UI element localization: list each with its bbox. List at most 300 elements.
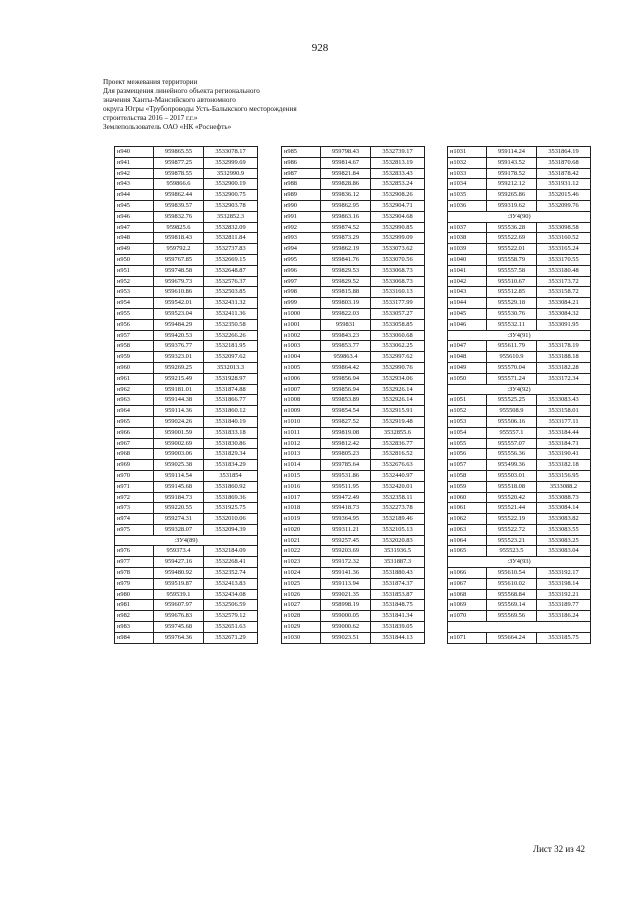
- table-row: [282, 632, 425, 643]
- point-id-cell: н1048: [448, 352, 487, 363]
- point-id-cell: н1052: [448, 406, 487, 417]
- y-coordinate-cell: 3532853.24: [371, 179, 425, 190]
- x-coordinate-cell: 959798.43: [321, 147, 371, 158]
- y-coordinate-cell: 3533158.01: [537, 406, 591, 417]
- y-coordinate-cell: 3532990.76: [371, 362, 425, 373]
- table-row: [448, 395, 591, 406]
- table-row: [115, 233, 258, 244]
- x-coordinate-cell: 959143.52: [487, 157, 537, 168]
- y-coordinate-cell: 3531870.68: [537, 157, 591, 168]
- y-coordinate-cell: 3532013.3: [204, 362, 258, 373]
- table-row: [115, 298, 258, 309]
- table-row: [115, 179, 258, 190]
- x-coordinate-cell: 959821.84: [321, 168, 371, 179]
- y-coordinate-cell: 3533084.21: [537, 298, 591, 309]
- point-id-cell: н976: [115, 546, 154, 557]
- point-id-cell: н1032: [448, 157, 487, 168]
- table-row: [115, 449, 258, 460]
- y-coordinate-cell: 3532576.37: [204, 276, 258, 287]
- x-coordinate-cell: 959000.05: [321, 611, 371, 622]
- x-coordinate-cell: 955570.04: [487, 362, 537, 373]
- x-coordinate-cell: 959839.57: [154, 200, 204, 211]
- table-row: [115, 600, 258, 611]
- x-coordinate-cell: 955522.72: [487, 524, 537, 535]
- point-id-cell: н964: [115, 406, 154, 417]
- table-row: [448, 481, 591, 492]
- section-row: [448, 384, 591, 395]
- x-coordinate-cell: 959862.95: [321, 200, 371, 211]
- y-coordinate-cell: 3532904.68: [371, 211, 425, 222]
- y-coordinate-cell: 3533189.77: [537, 600, 591, 611]
- x-coordinate-cell: 955510.67: [487, 276, 537, 287]
- y-coordinate-cell: 3532268.41: [204, 557, 258, 568]
- table-row: [282, 524, 425, 535]
- point-id-cell: н950: [115, 254, 154, 265]
- header-line: округа Югры «Трубопроводы Усть-Балыкского месторождения: [103, 104, 297, 113]
- y-coordinate-cell: 3532579.12: [204, 611, 258, 622]
- point-id-cell: н1039: [448, 244, 487, 255]
- table-row: [282, 373, 425, 384]
- table-row: [115, 438, 258, 449]
- section-row: [448, 557, 591, 568]
- table-row: [282, 416, 425, 427]
- x-coordinate-cell: 959328.07: [154, 524, 204, 535]
- table-row: [282, 535, 425, 546]
- point-id-cell: н1018: [282, 503, 321, 514]
- point-id-cell: н963: [115, 395, 154, 406]
- x-coordinate-cell: 959021.35: [321, 589, 371, 600]
- blank-row: [448, 622, 591, 633]
- table-row: [282, 557, 425, 568]
- point-id-cell: н975: [115, 524, 154, 535]
- x-coordinate-cell: 959836.12: [321, 190, 371, 201]
- point-id-cell: н958: [115, 341, 154, 352]
- x-coordinate-cell: 959480.92: [154, 568, 204, 579]
- point-id-cell: н1035: [448, 190, 487, 201]
- y-coordinate-cell: 3533172.34: [537, 373, 591, 384]
- y-coordinate-cell: 3533185.75: [537, 632, 591, 643]
- x-coordinate-cell: 959265.86: [487, 190, 537, 201]
- point-id-cell: н1000: [282, 308, 321, 319]
- x-coordinate-cell: 959864.42: [321, 362, 371, 373]
- y-coordinate-cell: 3532900.75: [204, 190, 258, 201]
- point-id-cell: н943: [115, 179, 154, 190]
- x-coordinate-cell: 959141.36: [321, 568, 371, 579]
- table-row: [115, 416, 258, 427]
- table-row: [282, 147, 425, 158]
- y-coordinate-cell: 3531833.18: [204, 427, 258, 438]
- x-coordinate-cell: 959269.25: [154, 362, 204, 373]
- x-coordinate-cell: 955506.16: [487, 416, 537, 427]
- x-coordinate-cell: 959862.19: [321, 244, 371, 255]
- y-coordinate-cell: 3532184.09: [204, 546, 258, 557]
- x-coordinate-cell: 959764.36: [154, 632, 204, 643]
- point-id-cell: н1021: [282, 535, 321, 546]
- y-coordinate-cell: 3531830.86: [204, 438, 258, 449]
- y-coordinate-cell: 3533188.18: [537, 352, 591, 363]
- table-row: [448, 276, 591, 287]
- point-id-cell: н957: [115, 330, 154, 341]
- y-coordinate-cell: 3531936.5: [371, 546, 425, 557]
- point-id-cell: н994: [282, 244, 321, 255]
- table-row: [115, 211, 258, 222]
- table-row: [282, 589, 425, 600]
- y-coordinate-cell: 3531874.37: [371, 578, 425, 589]
- y-coordinate-cell: 3532273.78: [371, 503, 425, 514]
- y-coordinate-cell: 3531829.34: [204, 449, 258, 460]
- point-id-cell: н1025: [282, 578, 321, 589]
- y-coordinate-cell: 3533182.18: [537, 460, 591, 471]
- table-row: [448, 449, 591, 460]
- x-coordinate-cell: 955520.42: [487, 492, 537, 503]
- x-coordinate-cell: 959815.88: [321, 287, 371, 298]
- table-row: [282, 395, 425, 406]
- y-coordinate-cell: 3533192.21: [537, 589, 591, 600]
- x-coordinate-cell: 955611.79: [487, 341, 537, 352]
- x-coordinate-cell: 955556.36: [487, 449, 537, 460]
- point-id-cell: н946: [115, 211, 154, 222]
- table-row: [282, 265, 425, 276]
- table-row: [115, 287, 258, 298]
- table-row: [448, 362, 591, 373]
- y-coordinate-cell: 3531860.12: [204, 406, 258, 417]
- table-row: [448, 524, 591, 535]
- y-coordinate-cell: 3533160.52: [537, 233, 591, 244]
- y-coordinate-cell: 3531848.75: [371, 600, 425, 611]
- table-row: [115, 168, 258, 179]
- coordinates-table-3: [447, 146, 591, 644]
- table-row: [115, 622, 258, 633]
- x-coordinate-cell: 959212.12: [487, 179, 537, 190]
- table-row: [448, 492, 591, 503]
- header-line: Проект межевания территории: [103, 78, 198, 86]
- x-coordinate-cell: 959866.6: [154, 179, 204, 190]
- point-id-cell: н987: [282, 168, 321, 179]
- table-row: [115, 481, 258, 492]
- point-id-cell: н1031: [448, 147, 487, 158]
- y-coordinate-cell: 3533165.24: [537, 244, 591, 255]
- table-row: [448, 514, 591, 525]
- y-coordinate-cell: 3532411.36: [204, 308, 258, 319]
- y-coordinate-cell: 3533156.95: [537, 470, 591, 481]
- point-id-cell: н1027: [282, 600, 321, 611]
- table-row: [282, 157, 425, 168]
- y-coordinate-cell: 3533084.14: [537, 503, 591, 514]
- x-coordinate-cell: 955522.01: [487, 244, 537, 255]
- x-coordinate-cell: 959531.86: [321, 470, 371, 481]
- point-id-cell: н1041: [448, 265, 487, 276]
- x-coordinate-cell: 955610.02: [487, 578, 537, 589]
- x-coordinate-cell: 959023.51: [321, 632, 371, 643]
- table-row: [282, 460, 425, 471]
- point-id-cell: н942: [115, 168, 154, 179]
- table-row: [282, 168, 425, 179]
- y-coordinate-cell: 3533182.28: [537, 362, 591, 373]
- table-row: [115, 578, 258, 589]
- point-id-cell: н967: [115, 438, 154, 449]
- x-coordinate-cell: 959373.4: [154, 546, 204, 557]
- x-coordinate-cell: 955610.54: [487, 568, 537, 579]
- x-coordinate-cell: 959878.55: [154, 168, 204, 179]
- y-coordinate-cell: 3532676.63: [371, 460, 425, 471]
- y-coordinate-cell: 3532855.6: [371, 427, 425, 438]
- y-coordinate-cell: 3531869.36: [204, 492, 258, 503]
- table-row: [448, 568, 591, 579]
- table-row: [115, 514, 258, 525]
- point-id-cell: н974: [115, 514, 154, 525]
- table-row: [115, 546, 258, 557]
- table-row: [115, 200, 258, 211]
- table-row: [282, 362, 425, 373]
- table-row: [448, 319, 591, 330]
- table-row: [115, 427, 258, 438]
- x-coordinate-cell: 955610.9: [487, 352, 537, 363]
- x-coordinate-cell: 959854.54: [321, 406, 371, 417]
- y-coordinate-cell: 3532651.63: [204, 622, 258, 633]
- y-coordinate-cell: 3532926.14: [371, 384, 425, 395]
- x-coordinate-cell: 955503.01: [487, 470, 537, 481]
- point-id-cell: н953: [115, 287, 154, 298]
- y-coordinate-cell: 3532999.09: [371, 233, 425, 244]
- table-row: [282, 179, 425, 190]
- table-row: [282, 406, 425, 417]
- x-coordinate-cell: 959874.52: [321, 222, 371, 233]
- table-row: [115, 406, 258, 417]
- y-coordinate-cell: 3531931.12: [537, 179, 591, 190]
- point-id-cell: н941: [115, 157, 154, 168]
- table-row: [282, 330, 425, 341]
- x-coordinate-cell: 959220.55: [154, 503, 204, 514]
- x-coordinate-cell: 959610.86: [154, 287, 204, 298]
- point-id-cell: н991: [282, 211, 321, 222]
- y-coordinate-cell: 3533083.25: [537, 535, 591, 546]
- point-id-cell: н1063: [448, 524, 487, 535]
- point-id-cell: н1060: [448, 492, 487, 503]
- point-id-cell: н1047: [448, 341, 487, 352]
- table-row: [115, 308, 258, 319]
- x-coordinate-cell: 959862.44: [154, 190, 204, 201]
- point-id-cell: н1007: [282, 384, 321, 395]
- table-row: [448, 373, 591, 384]
- table-row: [448, 341, 591, 352]
- y-coordinate-cell: 3533190.41: [537, 449, 591, 460]
- table-row: [282, 233, 425, 244]
- table-row: [115, 362, 258, 373]
- point-id-cell: н984: [115, 632, 154, 643]
- table-row: [282, 341, 425, 352]
- x-coordinate-cell: 959748.58: [154, 265, 204, 276]
- point-id-cell: н947: [115, 222, 154, 233]
- table-row: [448, 179, 591, 190]
- y-coordinate-cell: 3532926.14: [371, 395, 425, 406]
- table-row: [115, 460, 258, 471]
- section-row: [448, 211, 591, 222]
- table-row: [448, 244, 591, 255]
- header-line: Для размещения линейного объекта регионального: [103, 86, 260, 95]
- y-coordinate-cell: 3533088.73: [537, 492, 591, 503]
- y-coordinate-cell: 3533192.17: [537, 568, 591, 579]
- point-id-cell: н973: [115, 503, 154, 514]
- point-id-cell: н1010: [282, 416, 321, 427]
- table-row: [282, 611, 425, 622]
- point-id-cell: н1059: [448, 481, 487, 492]
- section-label: :ЗУ4(90): [448, 211, 591, 222]
- section-label: :ЗУ4(91): [448, 330, 591, 341]
- point-id-cell: н959: [115, 352, 154, 363]
- section-row: [115, 535, 258, 546]
- y-coordinate-cell: 3532266.26: [204, 330, 258, 341]
- table-row: [115, 470, 258, 481]
- y-coordinate-cell: 3533084.32: [537, 308, 591, 319]
- y-coordinate-cell: 3532105.13: [371, 524, 425, 535]
- point-id-cell: н1028: [282, 611, 321, 622]
- x-coordinate-cell: 959818.43: [154, 233, 204, 244]
- table-row: [282, 298, 425, 309]
- x-coordinate-cell: 955499.36: [487, 460, 537, 471]
- x-coordinate-cell: 959420.53: [154, 330, 204, 341]
- table-row: [115, 395, 258, 406]
- y-coordinate-cell: 3532739.17: [371, 147, 425, 158]
- point-id-cell: н1051: [448, 395, 487, 406]
- table-row: [115, 384, 258, 395]
- x-coordinate-cell: 959865.55: [154, 147, 204, 158]
- table-row: [282, 449, 425, 460]
- point-id-cell: н954: [115, 298, 154, 309]
- y-coordinate-cell: 3533088.2: [537, 481, 591, 492]
- x-coordinate-cell: 959113.94: [321, 578, 371, 589]
- x-coordinate-cell: 959215.49: [154, 373, 204, 384]
- y-coordinate-cell: 3532352.74: [204, 568, 258, 579]
- table-row: [282, 427, 425, 438]
- y-coordinate-cell: 3531844.13: [371, 632, 425, 643]
- y-coordinate-cell: 3532990.85: [371, 222, 425, 233]
- y-coordinate-cell: 3533068.73: [371, 276, 425, 287]
- x-coordinate-cell: 959679.73: [154, 276, 204, 287]
- point-id-cell: н1036: [448, 200, 487, 211]
- table-row: [282, 319, 425, 330]
- y-coordinate-cell: 3531854: [204, 470, 258, 481]
- table-row: [448, 416, 591, 427]
- y-coordinate-cell: 3531841.34: [371, 611, 425, 622]
- y-coordinate-cell: 3533070.56: [371, 254, 425, 265]
- x-coordinate-cell: 959376.77: [154, 341, 204, 352]
- point-id-cell: н983: [115, 622, 154, 633]
- x-coordinate-cell: 959853.77: [321, 341, 371, 352]
- table-row: [115, 557, 258, 568]
- y-coordinate-cell: 3532648.87: [204, 265, 258, 276]
- x-coordinate-cell: 955525.25: [487, 395, 537, 406]
- table-row: [448, 460, 591, 471]
- point-id-cell: н955: [115, 308, 154, 319]
- table-row: [282, 287, 425, 298]
- y-coordinate-cell: 3532099.76: [537, 200, 591, 211]
- point-id-cell: н1029: [282, 622, 321, 633]
- point-id-cell: н940: [115, 147, 154, 158]
- table-row: [115, 147, 258, 158]
- point-id-cell: н980: [115, 589, 154, 600]
- x-coordinate-cell: 959819.08: [321, 427, 371, 438]
- x-coordinate-cell: 959812.42: [321, 438, 371, 449]
- point-id-cell: н1053: [448, 416, 487, 427]
- point-id-cell: н985: [282, 147, 321, 158]
- x-coordinate-cell: 959539.1: [154, 589, 204, 600]
- y-coordinate-cell: 3531880.43: [371, 568, 425, 579]
- x-coordinate-cell: 955571.24: [487, 373, 537, 384]
- point-id-cell: н944: [115, 190, 154, 201]
- y-coordinate-cell: 3532671.29: [204, 632, 258, 643]
- table-row: [115, 157, 258, 168]
- table-row: [282, 546, 425, 557]
- point-id-cell: н948: [115, 233, 154, 244]
- y-coordinate-cell: 3532934.06: [371, 373, 425, 384]
- point-id-cell: н1004: [282, 352, 321, 363]
- x-coordinate-cell: 959542.01: [154, 298, 204, 309]
- y-coordinate-cell: 3532350.58: [204, 319, 258, 330]
- point-id-cell: н1045: [448, 308, 487, 319]
- table-row: [448, 470, 591, 481]
- x-coordinate-cell: 959024.26: [154, 416, 204, 427]
- point-id-cell: н1068: [448, 589, 487, 600]
- table-row: [115, 254, 258, 265]
- x-coordinate-cell: 955523.21: [487, 535, 537, 546]
- table-row: [282, 481, 425, 492]
- table-row: [448, 406, 591, 417]
- table-row: [448, 589, 591, 600]
- table-row: [282, 622, 425, 633]
- point-id-cell: н982: [115, 611, 154, 622]
- x-coordinate-cell: 959829.52: [321, 276, 371, 287]
- point-id-cell: н1054: [448, 427, 487, 438]
- x-coordinate-cell: 955569.14: [487, 600, 537, 611]
- table-row: [448, 254, 591, 265]
- table-row: [282, 568, 425, 579]
- table-row: [115, 373, 258, 384]
- section-label: [448, 622, 591, 633]
- y-coordinate-cell: 3532900.19: [204, 179, 258, 190]
- y-coordinate-cell: 3533068.73: [371, 265, 425, 276]
- x-coordinate-cell: 959676.83: [154, 611, 204, 622]
- y-coordinate-cell: 3533058.85: [371, 319, 425, 330]
- table-row: [282, 254, 425, 265]
- point-id-cell: н1001: [282, 319, 321, 330]
- y-coordinate-cell: 3533057.27: [371, 308, 425, 319]
- point-id-cell: н997: [282, 276, 321, 287]
- y-coordinate-cell: 3532919.48: [371, 416, 425, 427]
- table-row: [448, 546, 591, 557]
- x-coordinate-cell: 955523.5: [487, 546, 537, 557]
- y-coordinate-cell: 3531928.97: [204, 373, 258, 384]
- y-coordinate-cell: 3532015.46: [537, 190, 591, 201]
- point-id-cell: н962: [115, 384, 154, 395]
- point-id-cell: н1023: [282, 557, 321, 568]
- x-coordinate-cell: 959519.87: [154, 578, 204, 589]
- x-coordinate-cell: 959829.53: [321, 265, 371, 276]
- y-coordinate-cell: 3533170.55: [537, 254, 591, 265]
- point-id-cell: н1019: [282, 514, 321, 525]
- x-coordinate-cell: 959364.95: [321, 514, 371, 525]
- table-row: [448, 503, 591, 514]
- x-coordinate-cell: 959025.38: [154, 460, 204, 471]
- table-row: [282, 503, 425, 514]
- y-coordinate-cell: 3532999.69: [204, 157, 258, 168]
- point-id-cell: н1062: [448, 514, 487, 525]
- x-coordinate-cell: 959178.52: [487, 168, 537, 179]
- header-line: строительства 2016 – 2017 г.г.»: [103, 113, 198, 122]
- table-row: [448, 287, 591, 298]
- y-coordinate-cell: 3532020.83: [371, 535, 425, 546]
- table-row: [448, 147, 591, 158]
- x-coordinate-cell: 959114.36: [154, 406, 204, 417]
